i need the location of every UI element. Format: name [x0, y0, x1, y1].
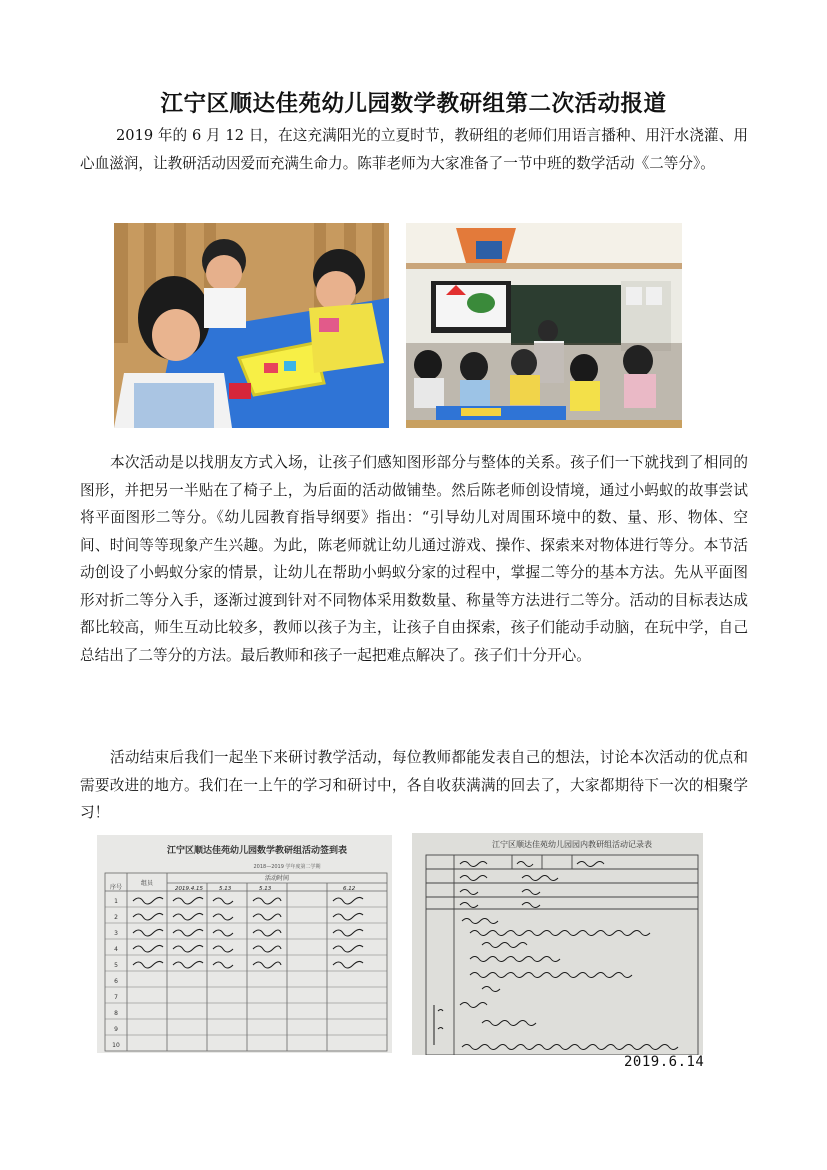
- signin-date-1: 2019.4.15: [175, 886, 203, 892]
- document-title: 江宁区顺达佳苑幼儿园数学教研组第二次活动报道: [160, 91, 667, 117]
- signin-date-2: 5.13: [219, 886, 232, 892]
- signin-sheet-subtitle: 2018—2019 学年度第二学期: [253, 864, 321, 870]
- signin-col-seq: 序号: [109, 884, 123, 891]
- signin-row-2: 2: [114, 914, 118, 921]
- paragraph-discussion: 活动结束后我们一起坐下来研讨教学活动，每位教师都能发表自己的想法，讨论本次活动的优点和需要改进的地方。我们在一上午的学习和研讨中，各自收获满满的回去了，大家都期待下一次的相聚学习！: [80, 749, 748, 821]
- scan-signin-sheet: [97, 835, 392, 1053]
- signin-row-7: 7: [114, 994, 118, 1001]
- signin-row-3: 3: [114, 930, 118, 937]
- paragraph-activity: 本次活动是以找朋友方式入场，让孩子们感知图形部分与整体的关系。孩子们一下就找到了相同的图形，并把另一半贴在了椅子上，为后面的活动做铺垫。然后陈老师创设情境，通过小蚂蚁的故事尝试将平面图形二等分。《幼儿园教育指导纲要》指出：“引导幼儿对周围环境中的数、量、形、物体、空间、时间等等现象产生兴趣。为此，陈老师就让幼儿通过游戏、操作、探索来对物体进行等分。本节活动创设了小蚂蚁分家的情景，让幼儿在帮助小蚂蚁分家的过程中，掌握二等分的基本方法。先从平面图形对折二等分入手，逐渐过渡到针对不同物体采用数数量、称量等方法进行二等分。活动的目标表达成都比较高，师生互动比较多，教师以孩子为主，让孩子自由探索，孩子们能动手动脑，在玩中学，自己总结出了二等分的方法。最后教师和孩子一起把难点解决了。孩子们十分开心。: [80, 454, 748, 664]
- signin-row-9: 9: [114, 1026, 118, 1033]
- photo-children-at-table: [114, 223, 389, 428]
- signin-row-10: 10: [112, 1042, 120, 1049]
- signin-date-4: 6.12: [343, 886, 356, 892]
- signin-row-1: 1: [114, 898, 118, 905]
- photo-classroom-projection: [406, 223, 682, 428]
- scan-record-sheet: [412, 833, 703, 1055]
- signin-col-time: 活动时间: [264, 875, 290, 882]
- signin-date-3: 5.13: [259, 886, 272, 892]
- paragraph-intro: 2019 年的 6 月 12 日，在这充满阳光的立夏时节，教研组的老师们用语言播种、用汗水浇灌、用心血滋润，让教研活动因爱而充满生命力。陈菲老师为大家准备了一节中班的数学活动《二等分》。: [80, 127, 748, 172]
- signin-row-6: 6: [114, 978, 118, 985]
- signin-col-group: 组员: [140, 880, 154, 887]
- signin-row-8: 8: [114, 1010, 118, 1017]
- report-date: 2019.6.14: [624, 1054, 705, 1070]
- signin-row-5: 5: [114, 962, 118, 969]
- signin-row-4: 4: [114, 946, 118, 953]
- record-sheet-title: 江宁区顺达佳苑幼儿园园内教研组活动记录表: [492, 840, 652, 849]
- signin-sheet-title: 江宁区顺达佳苑幼儿园数学教研组活动签到表: [166, 846, 348, 856]
